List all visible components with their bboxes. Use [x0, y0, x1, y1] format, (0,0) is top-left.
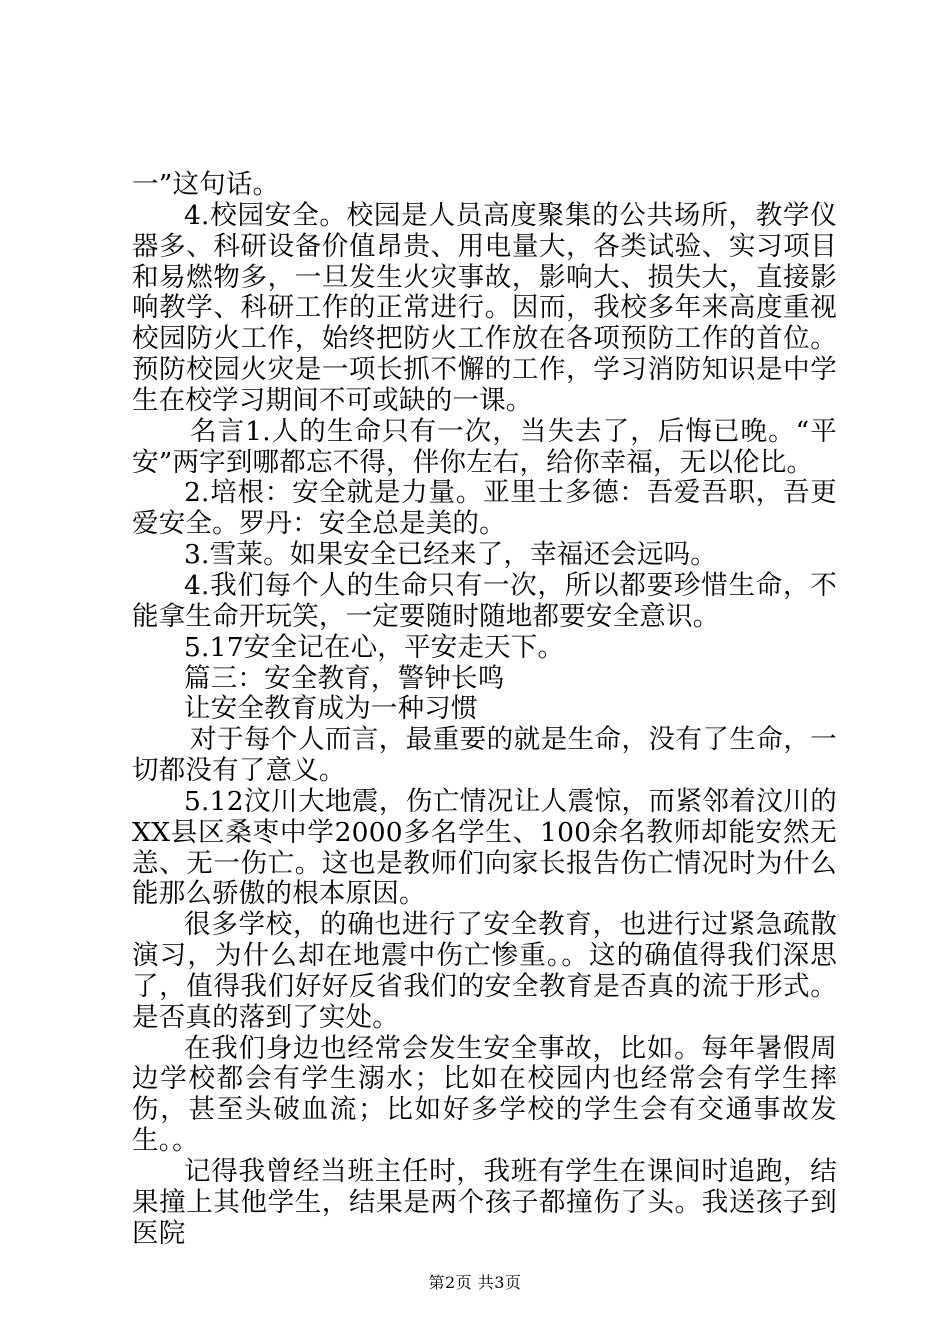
paragraph-quote-2: 2.培根：安全就是力量。亚里士多德：吾爱吾职，吾更爱安全。罗丹：安全总是美的。	[132, 477, 837, 540]
paragraph-earthquake: 5.12汶川大地震，伤亡情况让人震惊，而紧邻着汶川的XX县区桑枣中学2000多名学生、100余名教师却能安然无恙、无一伤亡。这也是教师们向家长报告伤亡情况时为什么能那么骄傲的根本原因。	[132, 785, 837, 910]
section-subheading: 让安全教育成为一种习惯	[184, 693, 478, 725]
paragraph-memory: 记得我曾经当班主任时，我班有学生在课间时追跑，结果撞上其他学生，结果是两个孩子都撞伤了头。我送孩子到医院	[132, 1156, 837, 1249]
paragraph-quote-5: 5.17安全记在心，平安走天下。	[184, 631, 565, 663]
section-heading: 篇三：安全教育，警钟长鸣	[184, 662, 505, 694]
paragraph-quote-4: 4.我们每个人的生命只有一次，所以都要珍惜生命，不能拿生命开玩笑，一定要随时随地都要安全意识。	[132, 569, 837, 632]
paragraph-reflection: 很多学校，的确也进行了安全教育，也进行过紧急疏散演习，为什么却在地震中伤亡惨重。。这的确值得我们深思了，值得我们好好反省我们的安全教育是否真的流于形式。是否真的落到了实处。	[132, 909, 837, 1033]
paragraph-accidents: 在我们身边也经常会发生安全事故，比如。每年暑假周边学校都会有学生溺水；比如在校园内也经常会有学生摔伤，甚至头破血流；比如好多学校的学生会有交通事故发生。。	[132, 1032, 837, 1157]
paragraph-continuation: 一”这句话。	[132, 169, 280, 200]
paragraph-quote-3: 3.雪莱。如果安全已经来了，幸福还会远吗。	[184, 539, 717, 571]
paragraph-quote-1: 名言1.人的生命只有一次，当失去了，后悔已晚。“平安”两字到哪都忘不得，伴你左右，给你幸福，无以伦比。	[132, 415, 837, 478]
paragraph-campus-safety: 4.校园安全。校园是人员高度聚集的公共场所，教学仪器多、科研设备价值昂贵、用电量大，各类试验、实习项目和易燃物多，一旦发生火灾事故，影响大、损失大，直接影响教学、科研工作的正常进行。因而，我校多年来高度重视校园防火工作，始终把防火工作放在各项预防工作的首位。预防校园火灾是一项长抓不懈的工作，学习消防知识是中学生在校学习期间不可或缺的一课。	[132, 199, 837, 416]
page-number-footer: 第2页 共3页	[428, 1273, 522, 1292]
paragraph-life-importance: 对于每个人而言，最重要的就是生命，没有了生命，一切都没有了意义。	[132, 724, 837, 787]
document-body	[132, 170, 837, 1250]
